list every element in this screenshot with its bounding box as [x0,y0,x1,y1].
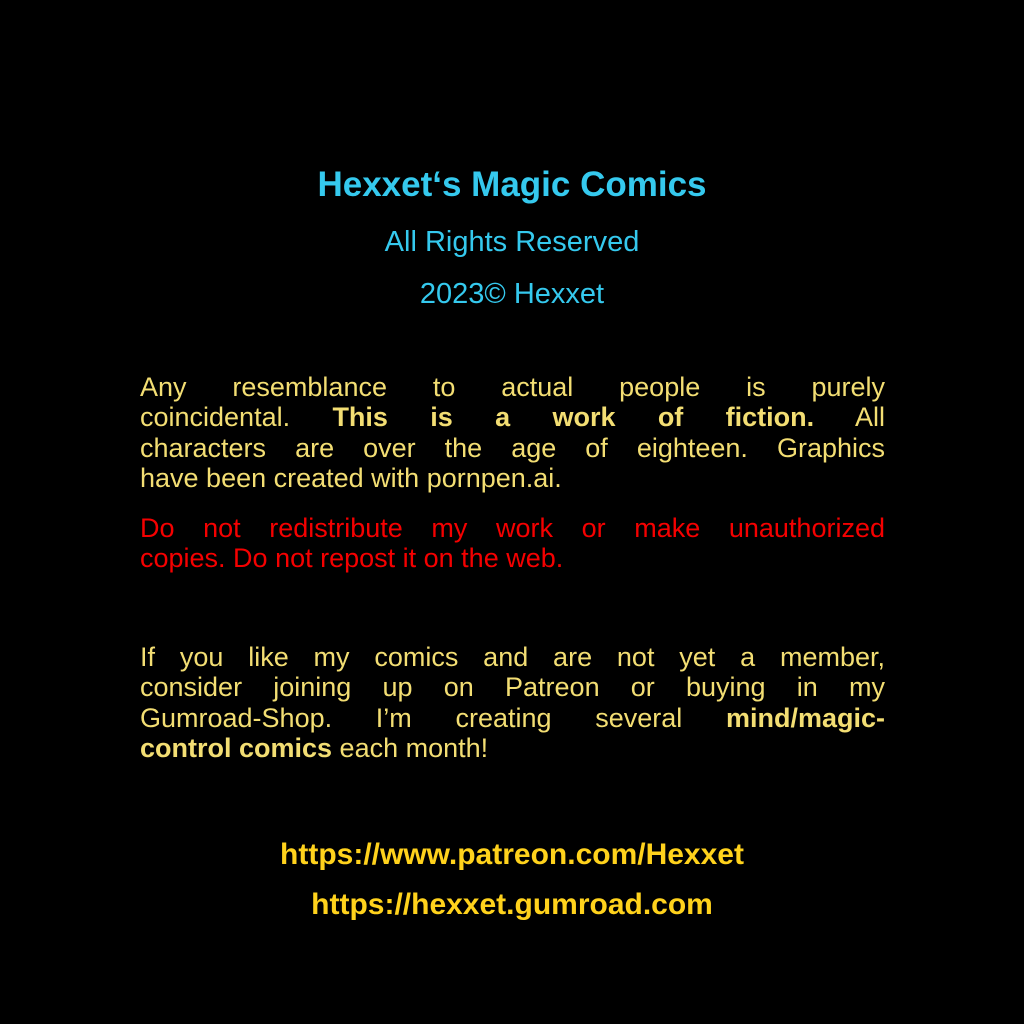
fiction-emphasis: This is a work of fiction. [332,402,815,433]
promo-text: each month! [332,732,489,763]
promo-text: If you like my comics and are not yet a member, [140,642,885,672]
rights-reserved-line: All Rights Reserved [384,226,640,258]
promo-line-3 [140,703,885,733]
promo-text: Gumroad-Shop. I’m creating several [140,702,726,733]
comics-emphasis: mind/magic- [725,702,885,733]
page-title: Hexxet‘s Magic Comics [317,165,707,204]
disclaimer-text: All [814,402,885,433]
promo-line-1 [140,642,885,672]
warning-line-2 [140,543,885,573]
warning-text: Do not redistribute my work or make unauthorized [140,513,885,543]
copyright-line: 2023© Hexxet [419,278,605,310]
membership-promo-paragraph [140,642,885,763]
disclaimer-text: characters are over the age of eighteen. Graphics [140,432,885,463]
redistribution-warning-paragraph [140,513,885,574]
disclaimer-text: Any resemblance to actual people is purely [140,372,885,402]
gumroad-link[interactable]: https://hexxet.gumroad.com [311,888,713,921]
promo-line-4 [140,733,885,763]
fiction-disclaimer-paragraph [140,372,885,493]
comics-emphasis: control comics [140,732,333,763]
disclaimer-line-4 [140,463,885,493]
patreon-link[interactable]: https://www.patreon.com/Hexxet [280,838,744,871]
promo-text: consider joining up on Patreon or buying in my [140,672,885,703]
disclaimer-text: coincidental. [140,402,333,433]
disclaimer-text: have been created with pornpen.ai. [140,462,562,493]
disclaimer-line-1 [140,372,885,402]
disclaimer-line-2 [140,402,885,432]
promo-line-2 [140,672,885,702]
warning-line-1 [140,513,885,543]
disclaimer-line-3 [140,433,885,463]
warning-text: copies. Do not repost it on the web. [140,543,564,574]
